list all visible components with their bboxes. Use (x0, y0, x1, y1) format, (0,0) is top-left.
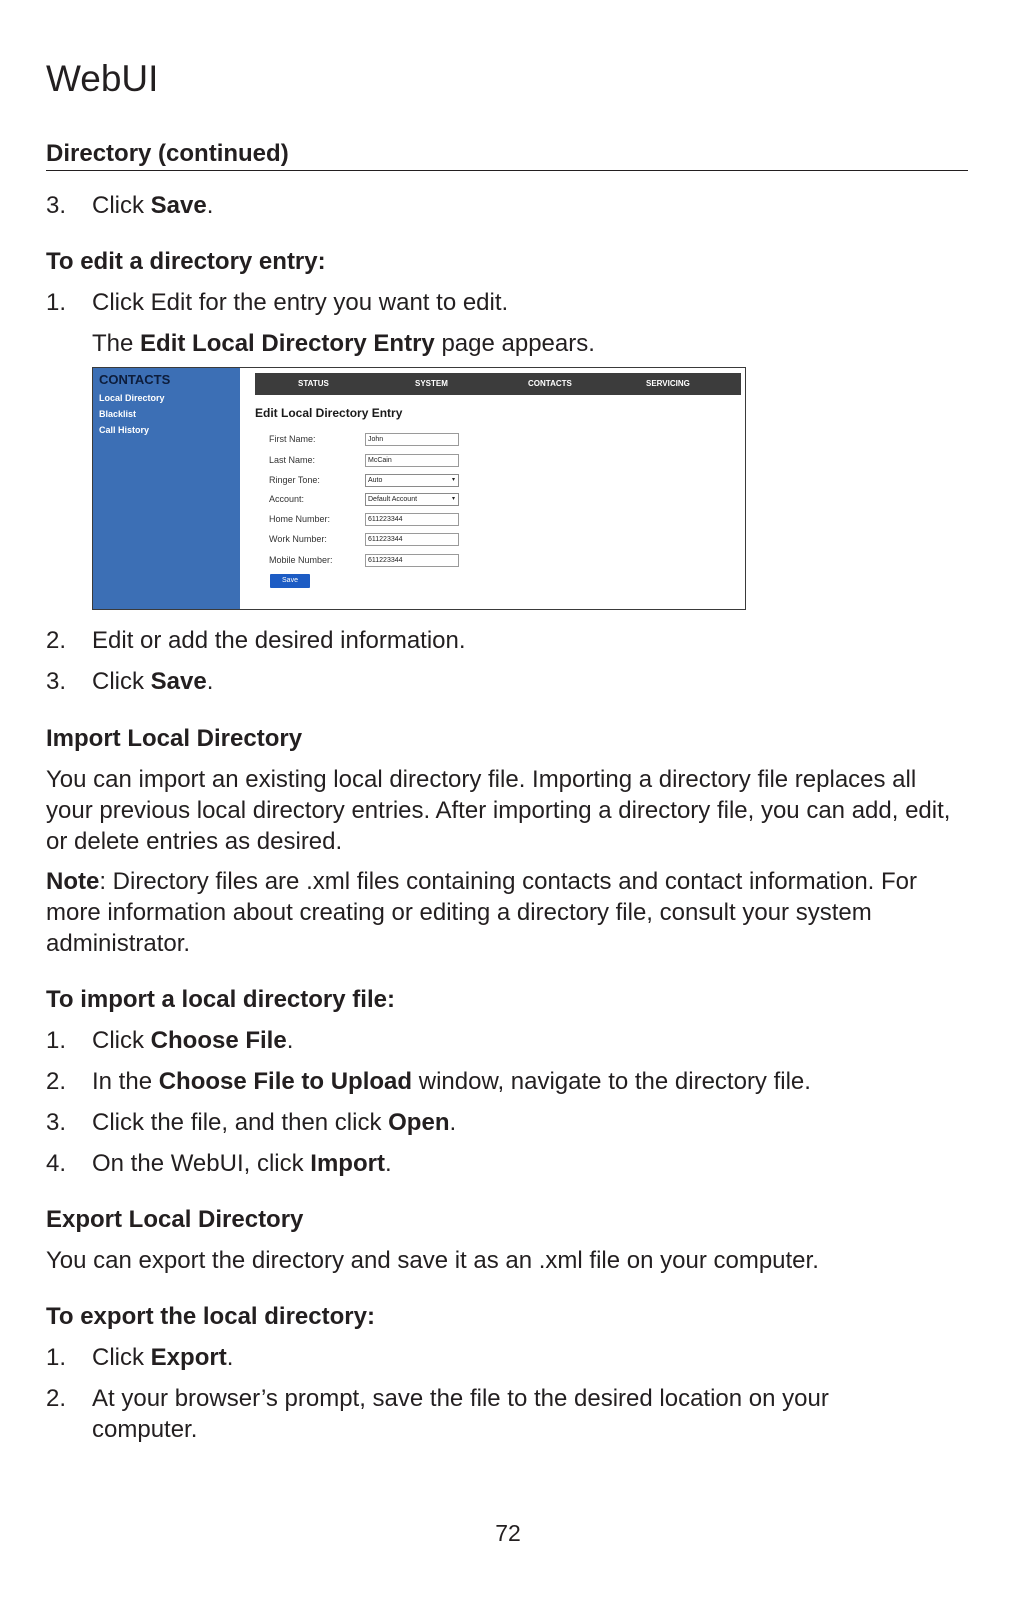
chevron-down-icon: ▾ (451, 477, 455, 483)
step-text-end: . (286, 1027, 294, 1054)
note-label: Note (46, 868, 100, 895)
export-step-2 (46, 1383, 946, 1443)
account-value: Default Account (368, 496, 418, 503)
step-text-end: . (206, 668, 214, 695)
page-number: 72 (495, 1520, 521, 1546)
mobile-number-label: Mobile Number: (269, 555, 333, 565)
step-text: On the WebUI, click (92, 1150, 311, 1177)
import-heading: Import Local Directory (46, 725, 303, 752)
appears-bold: Edit Local Directory Entry (140, 330, 435, 357)
step-bold: Import (310, 1150, 385, 1177)
sidebar-item-call-history[interactable]: Call History (99, 425, 150, 435)
import-subheading: To import a local directory file: (46, 986, 395, 1013)
step-bold: Export (150, 1344, 227, 1371)
step-number: 1. (46, 1027, 67, 1054)
step-number: 2. (46, 1068, 67, 1095)
import-step-4 (46, 1148, 946, 1179)
appears-post: page appears. (434, 330, 595, 357)
step-text-end: . (226, 1344, 234, 1371)
sidebar-item-local-directory[interactable]: Local Directory (99, 393, 165, 403)
import-note (46, 866, 966, 959)
edit-step-3 (46, 666, 946, 697)
import-step-2 (46, 1066, 946, 1097)
note-text: : Directory files are .xml files containing contacts and contact information. For more information about creating or editing a directory file, consult your system administrator. (46, 868, 918, 957)
edit-entry-screenshot (92, 367, 746, 610)
step-text-end: . (384, 1150, 392, 1177)
export-subheading: To export the local directory: (46, 1303, 375, 1330)
first-name-label: First Name: (269, 434, 316, 444)
step-number: 1. (46, 1344, 67, 1371)
export-heading: Export Local Directory (46, 1206, 304, 1233)
tab-system[interactable]: SYSTEM (415, 379, 448, 388)
step-bold: Choose File (150, 1027, 287, 1054)
edit-step-1 (46, 287, 946, 318)
contacts-sidebar (93, 368, 240, 609)
export-step-1 (46, 1342, 946, 1373)
step-number: 2. (46, 627, 67, 654)
step-number: 4. (46, 1150, 67, 1177)
export-paragraph: You can export the directory and save it as an .xml file on your computer. (46, 1247, 819, 1274)
step-text: Click (92, 668, 151, 695)
ringer-tone-select[interactable] (365, 474, 459, 487)
step-bold: Save (150, 192, 207, 219)
import-step-3 (46, 1107, 946, 1138)
mobile-number-field[interactable]: 611223344 (365, 554, 459, 567)
step-text: Click Edit for the entry you want to edit. (92, 289, 509, 316)
import-paragraph: You can import an existing local directory file. Importing a directory file replaces all your previous local directory entries. After importing a directory file, you can add, edit, or delete entries as desired. (46, 766, 951, 855)
form-title: Edit Local Directory Entry (255, 406, 403, 420)
sidebar-heading: CONTACTS (99, 372, 171, 387)
account-label: Account: (269, 494, 305, 504)
step-bold: Open (388, 1109, 450, 1136)
tab-contacts[interactable]: CONTACTS (528, 379, 572, 388)
step-text: Click (92, 1344, 151, 1371)
tab-servicing[interactable]: SERVICING (646, 379, 690, 388)
last-name-field[interactable]: McCain (365, 454, 459, 467)
home-number-label: Home Number: (269, 514, 331, 524)
section-heading: Directory (continued) (46, 140, 968, 171)
step-text: In the (92, 1068, 159, 1095)
edit-appears-text (92, 328, 595, 359)
step-text: Click the file, and then click (92, 1109, 389, 1136)
step-number: 3. (46, 668, 67, 695)
step-text-end: window, navigate to the directory file. (412, 1068, 811, 1095)
step-number: 1. (46, 289, 67, 316)
edit-step-2 (46, 625, 946, 656)
chevron-down-icon: ▾ (451, 496, 455, 502)
step-number: 3. (46, 192, 67, 219)
step-text: Edit or add the desired information. (92, 627, 466, 654)
step-text: Click (92, 1027, 151, 1054)
step-text: Click (92, 192, 151, 219)
account-select[interactable] (365, 493, 459, 506)
sidebar-item-blacklist[interactable]: Blacklist (99, 409, 137, 419)
first-name-field[interactable]: John (365, 433, 459, 446)
last-name-label: Last Name: (269, 455, 316, 465)
step-number: 2. (46, 1385, 67, 1412)
save-button[interactable]: Save (270, 574, 310, 588)
import-step-1 (46, 1025, 946, 1056)
step-bold: Save (150, 668, 207, 695)
page-title: WebUI (46, 58, 159, 99)
edit-entry-heading: To edit a directory entry: (46, 248, 326, 275)
step-text-end: . (206, 192, 214, 219)
step-text: At your browser’s prompt, save the file to the desired location on your computer. (92, 1385, 829, 1443)
ringer-tone-label: Ringer Tone: (269, 475, 320, 485)
ringer-tone-value: Auto (368, 477, 383, 484)
work-number-label: Work Number: (269, 534, 327, 544)
work-number-field[interactable]: 611223344 (365, 533, 459, 546)
step-number: 3. (46, 1109, 67, 1136)
step-bold: Choose File to Upload (158, 1068, 413, 1095)
step-save-top (46, 190, 946, 221)
top-nav-bar (255, 373, 741, 395)
step-text-end: . (449, 1109, 457, 1136)
tab-status[interactable]: STATUS (298, 379, 329, 388)
home-number-field[interactable]: 611223344 (365, 513, 459, 526)
appears-pre: The (92, 330, 141, 357)
